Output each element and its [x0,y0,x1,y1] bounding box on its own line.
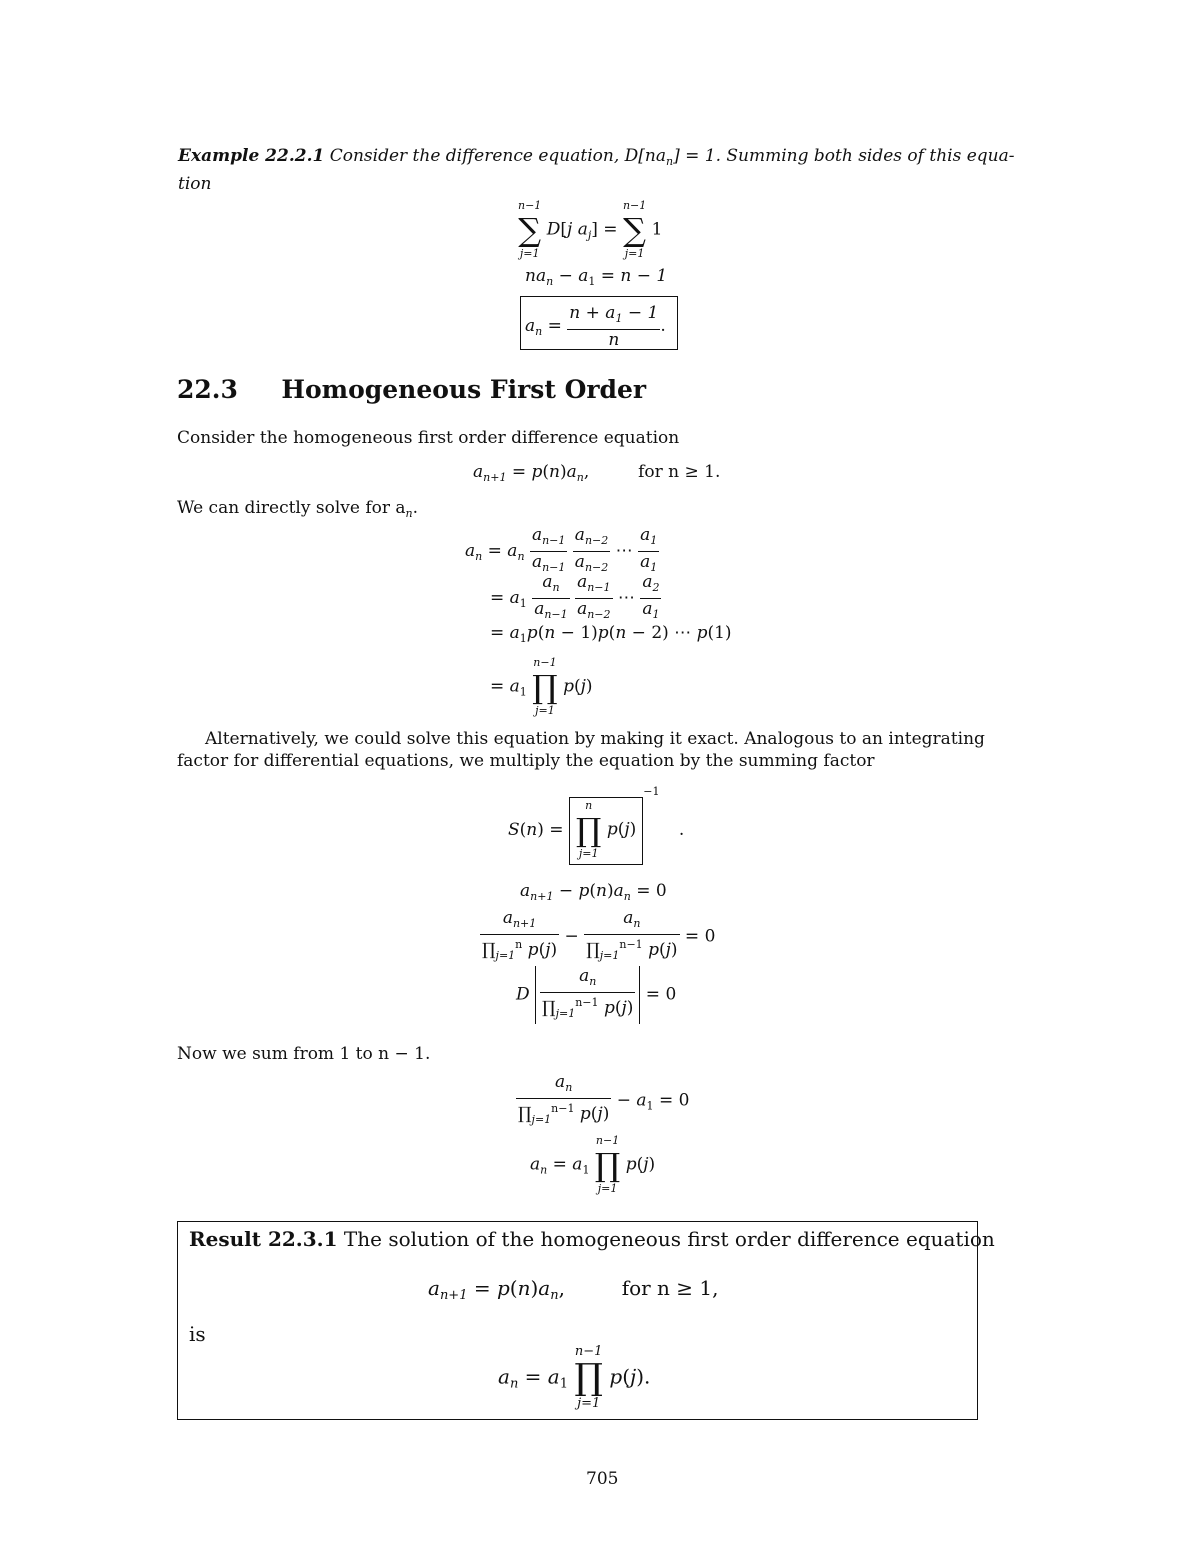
section-heading [177,375,646,404]
alternative-paragraph: Alternatively, we could solve this equation by making it exact. Analogous to an integrating factor for differential equations, we multiply the equation by the summing factor [177,729,985,771]
exact-line-3: D $\frac{a_n}{\prod_{j=1}^{n-1} p(j)}$ = 0 [516,966,676,1024]
summed-line-1: $\frac{a_n}{\prod_{j=1}^{n-1} p(j)}$ − $a_1 = 0$ [518,1072,690,1126]
sum-range-text: Now we sum from 1 to n − 1. [177,1044,431,1064]
telescoped-equation: $na_n - a_1 = n - 1$ [525,266,668,288]
section-number: 22.3 [177,375,238,404]
result-is: is [189,1322,206,1346]
boxed-solution: $a_n$ = $\frac{n + a_1 - 1}{n}$ . [520,296,678,350]
result-box [177,1221,995,1420]
summed-line-2: $a_n = a_1$ n−1 ∏ j=1 p(j) [530,1134,656,1195]
derivation-line-4: = $a_1$ n−1 ∏ j=1 p(j) [490,656,593,717]
sum-equation: n−1 ∑ j=1 D[j $a_j$] = n−1 ∑ j=1 1 [518,199,663,260]
exact-line-1: $a_{n+1} - p(n)a_n = 0$ [520,881,667,903]
result-recurrence: $a_{n+1} = p(n)a_n$, for n ≥ 1, [428,1276,719,1303]
example-label: Example 22.2.1 [178,146,325,166]
exact-line-2: $\frac{a_{n+1}}{\prod_{j=1}^n p(j)}$ − $\frac{a_n}{\prod_{j=1}^{n-1} p(j)}$ = 0 [482,908,716,962]
recurrence-equation: $a_{n+1} = p(n)a_n$, for n ≥ 1. [473,462,721,484]
derivation-line-2: = $a_1$ $\frac{a_n}{a_{n-1}}$ $\frac{a_{n-1}}{a_{n-2}}$ ⋯ $\frac{a_2}{a_1}$ [490,572,660,621]
result-label: Result 22.3.1 [189,1227,338,1251]
summing-factor-equation: S(n) = n ∏ j=1 $p(j)^{-1}$ . [508,785,684,865]
derivation-line-3: = $a_1p(n - 1)p(n - 2)$ ⋯ p(1) [490,623,732,645]
result-statement: Result 22.3.1 The solution of the homogeneous first order difference equation [189,1227,995,1251]
solve-for-text: We can directly solve for $a_n$. [177,498,419,520]
intro-text: Consider the homogeneous first order difference equation [177,428,680,448]
section-title: Homogeneous First Order [281,375,647,404]
derivation-line-1: $a_n = a_n$ $\frac{a_{n-1}}{a_{n-1}}$ $\frac{a_{n-2}}{a_{n-2}}$ ⋯ $\frac{a_1}{a_1}$ [465,525,658,574]
example-paragraph: Example 22.2.1 Consider the difference equation, $D[na_n] = 1$. Summing both sides of this equa- tion [178,146,1015,194]
result-solution: $a_n = a_1$ n−1 ∏ j=1 p(j). [498,1344,651,1411]
page-number: 705 [586,1469,619,1489]
